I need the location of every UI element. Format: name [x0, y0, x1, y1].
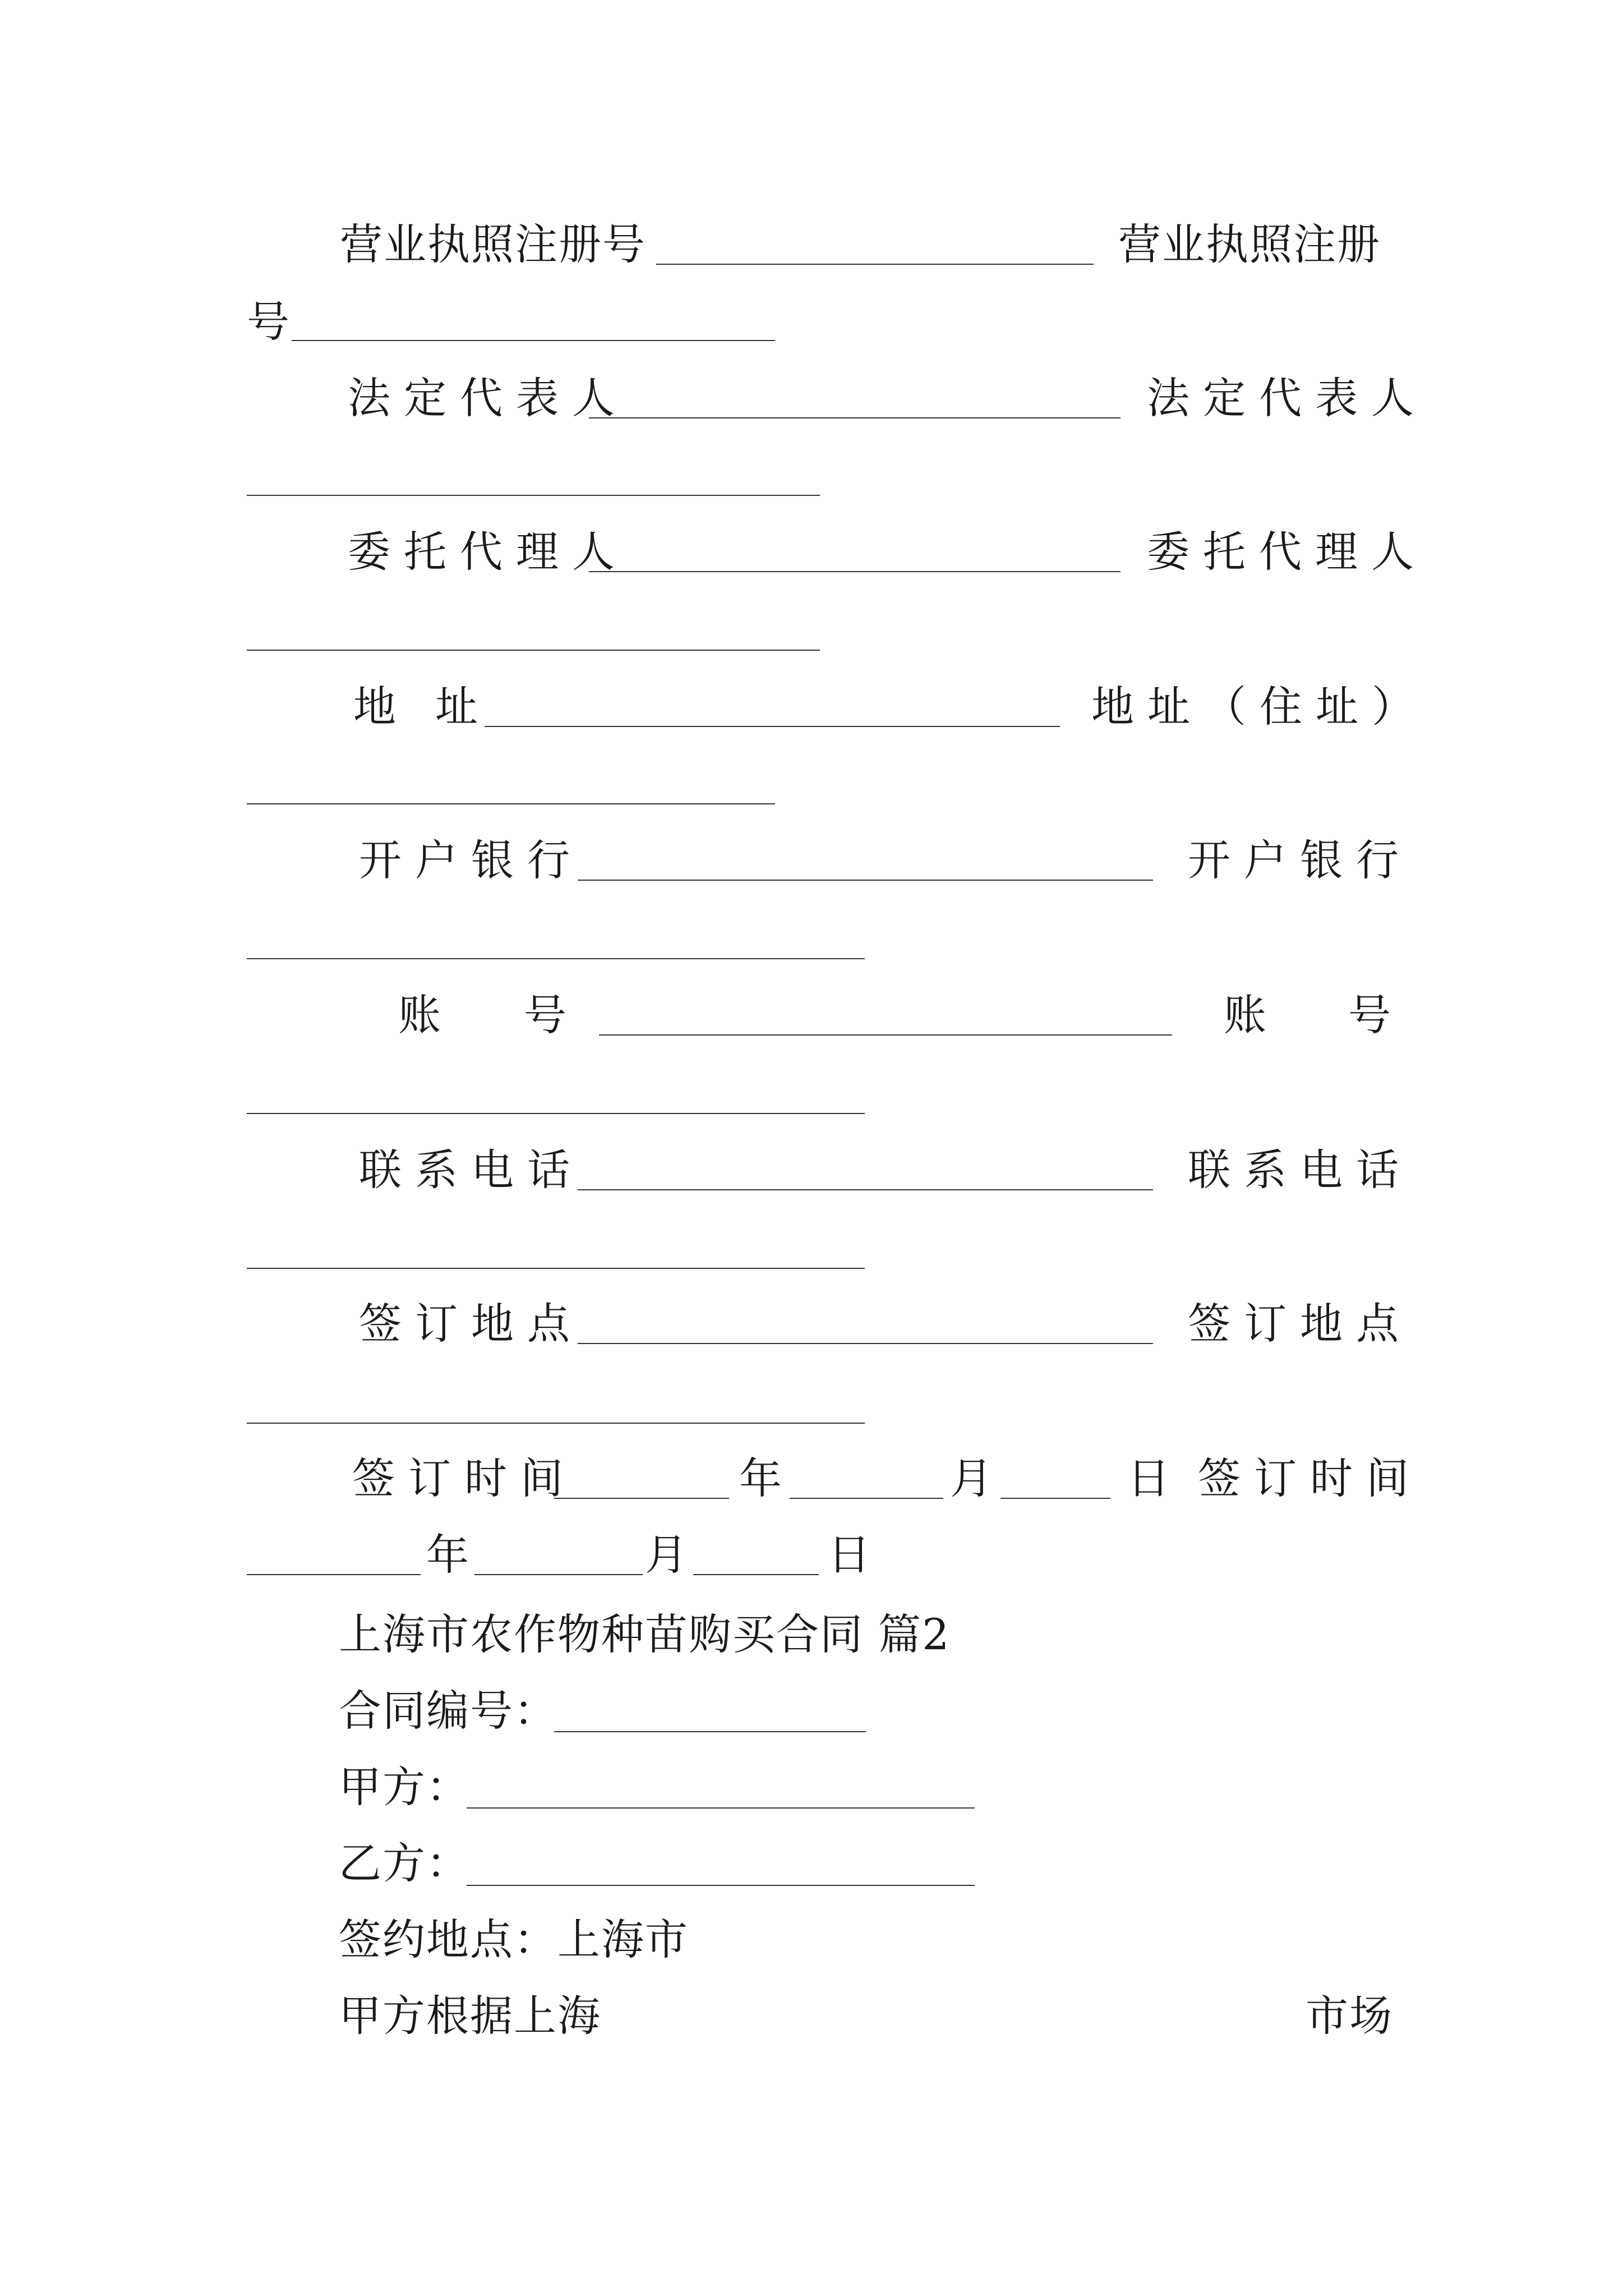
label-agent-left: 委托代理人 — [348, 527, 628, 577]
label-contract-no: 合同编号： — [339, 1686, 557, 1736]
blank-time-day — [1000, 1498, 1110, 1499]
label-phone-left: 联系电话 — [359, 1145, 583, 1195]
blank-legal-right — [247, 495, 820, 496]
label-sign-place: 签约地点：上海市 — [339, 1915, 689, 1964]
label-time-day: 日 — [1127, 1453, 1171, 1503]
intro-text-right: 市场 — [1306, 1991, 1393, 2041]
blank-reg-left — [656, 264, 1094, 265]
label-acct-left-2: 号 — [524, 990, 568, 1040]
label-addr-left-2: 址 — [435, 682, 479, 731]
label-reg-left: 营业执照注册号 — [340, 219, 646, 269]
label-acct-left-1: 账 — [398, 990, 442, 1040]
label-place-right: 签订地点 — [1188, 1299, 1412, 1349]
blank-contract-no — [554, 1731, 866, 1732]
blank-place-right — [247, 1423, 865, 1424]
label-phone-right: 联系电话 — [1188, 1145, 1412, 1195]
label-addr-right: 地址（住址） — [1091, 682, 1428, 731]
label-addr-left-1: 地 — [353, 682, 397, 731]
blank-party-b — [467, 1885, 975, 1886]
label-time-year: 年 — [739, 1453, 783, 1503]
blank-time2-day — [693, 1574, 819, 1575]
blank-reg-right — [292, 340, 775, 341]
blank-acct-left — [599, 1034, 1172, 1036]
label-reg-right-wrap: 号 — [247, 297, 291, 347]
blank-addr-right — [247, 803, 775, 804]
blank-agent-right — [247, 650, 820, 651]
blank-time2-year — [247, 1574, 421, 1575]
label-bank-left: 开户银行 — [359, 835, 583, 885]
label-acct-right-2: 号 — [1348, 990, 1392, 1040]
intro-text-left: 甲方根据上海 — [339, 1991, 601, 2041]
label-bank-right: 开户银行 — [1188, 835, 1412, 885]
blank-legal-left — [589, 417, 1121, 418]
section2-title: 上海市农作物种苗购买合同 篇2 — [339, 1609, 951, 1659]
blank-agent-left — [589, 571, 1121, 572]
blank-time-month — [790, 1498, 943, 1499]
blank-acct-right — [247, 1113, 865, 1114]
blank-bank-left — [578, 880, 1153, 881]
blank-time-year — [554, 1498, 729, 1499]
blank-phone-right — [247, 1268, 865, 1269]
label-acct-right-1: 账 — [1224, 990, 1267, 1040]
label-time2-month: 月 — [645, 1530, 689, 1580]
label-agent-right: 委托代理人 — [1147, 527, 1427, 577]
label-place-left: 签订地点 — [359, 1299, 583, 1349]
blank-addr-left — [485, 726, 1060, 727]
label-party-a: 甲方： — [339, 1762, 470, 1812]
label-reg-right: 营业执照注册 — [1118, 219, 1381, 269]
label-time-month: 月 — [950, 1453, 994, 1503]
label-party-b: 乙方： — [339, 1838, 470, 1888]
blank-place-left — [578, 1343, 1153, 1344]
label-time-right: 签订时间 — [1198, 1453, 1422, 1503]
label-time-left: 签订时间 — [352, 1453, 577, 1503]
blank-bank-right — [247, 958, 865, 959]
blank-time2-month — [474, 1574, 643, 1575]
blank-phone-left — [578, 1189, 1153, 1190]
label-time2-year: 年 — [426, 1530, 470, 1580]
label-legal-left: 法定代表人 — [348, 373, 628, 423]
label-time2-day: 日 — [828, 1530, 872, 1580]
blank-party-a — [467, 1807, 975, 1809]
label-legal-right: 法定代表人 — [1147, 373, 1427, 423]
